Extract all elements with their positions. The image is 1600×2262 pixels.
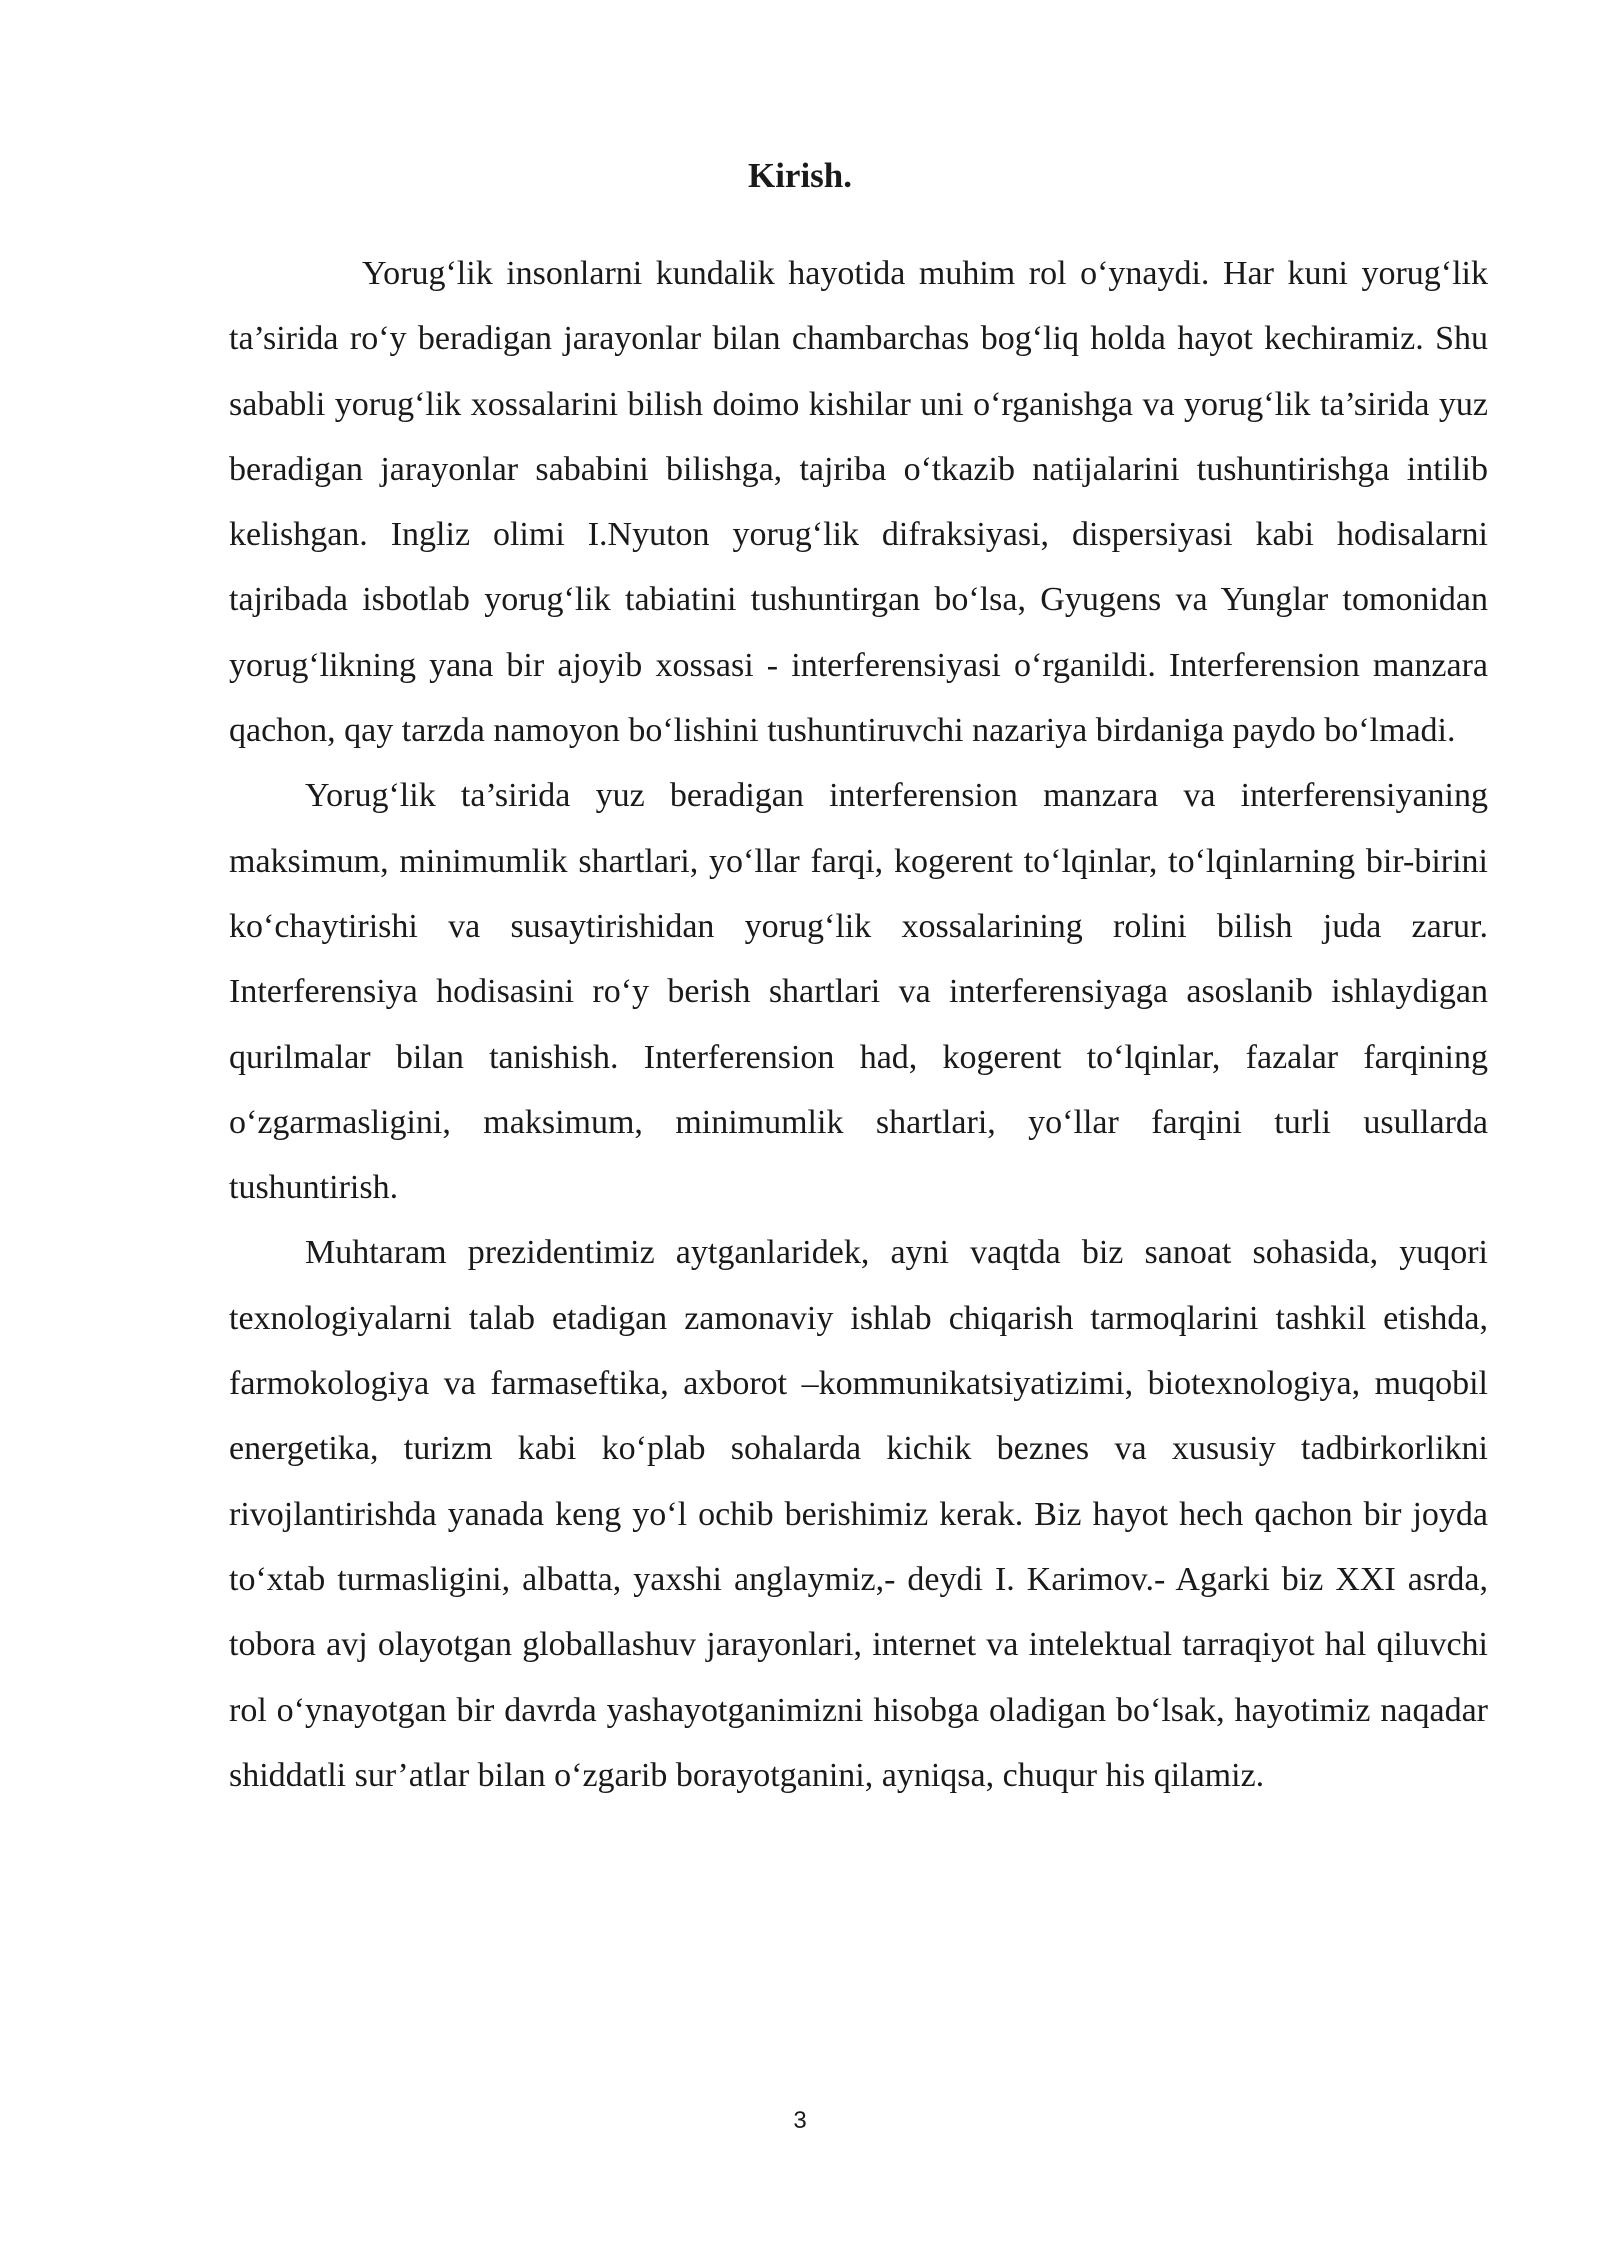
paragraph-introduction: Yorug‘lik insonlarni kundalik hayotida muhim rol o‘ynaydi. Har kuni yorug‘lik ta’sirida ro‘y beradigan jarayonlar bilan chambarchas bog‘liq holda hayot kechiramiz. Shu sababli yorug‘lik xossalarini bilish doimo kishilar uni o‘rganishga va yorug‘lik ta’sirida yuz beradigan jarayonlar sababini bilishga, tajriba o‘tkazib natijalarini tushuntirishga intilib kelishgan. Ingliz olimi I.Nyuton yorug‘lik difraksiyasi, dispersiyasi kabi hodisalarni tajribada isbotlab yorug‘lik tabiatini tushuntirgan bo‘lsa, Gyugens va Yunglar tomonidan yorug‘likning yana bir ajoyib xossasi - interferensiyasi o‘rganildi. Interferension manzara qachon, qay tarzda namoyon bo‘lishini tushuntiruvchi nazariya birdaniga paydo bo‘lmadi.	[229, 255, 1488, 750]
paragraph-president-quote: Muhtaram prezidentimiz aytganlaridek, ayni vaqtda biz sanoat sohasida, yuqori texnologiyalarni talab etadigan zamonaviy ishlab chiqarish tarmoqlarini tashkil etishda, farmokologiya va farmaseftika, axborot –kommunikatsiyatizimi, biotexnologiya, muqobil energetika, turizm kabi ko‘plab sohalarda kichik beznes va xususiy tadbirkorlikni rivojlantirishda yanada keng yo‘l ochib berishimiz kerak. Biz hayot hech qachon bir joyda to‘xtab turmasligini, albatta, yaxshi anglaymiz,- deydi I. Karimov.- Agarki biz XXI asrda, tobora avj olayotgan globallashuv jarayonlari, internet va intelektual tarraqiyot hal qiluvchi rol o‘ynayotgan bir davrda yashayotganimizni hisobga oladigan bo‘lsak, hayotimiz naqadar shiddatli sur’atlar bilan o‘zgarib borayotganini, ayniqsa, chuqur his qilamiz.	[229, 1234, 1488, 1794]
body-text	[229, 241, 1488, 1808]
page-title: Kirish.	[747, 156, 853, 195]
page-number: 3	[793, 2107, 807, 2134]
paragraph-interference: Yorug‘lik ta’sirida yuz beradigan interferension manzara va interferensiyaning maksimum, minimumlik shartlari, yo‘llar farqi, kogerent to‘lqinlar, to‘lqinlarning bir-birini ko‘chaytirishi va susaytirishidan yorug‘lik xossalarining rolini bilish juda zarur. Interferensiya hodisasini ro‘y berish shartlari va interferensiyaga asoslanib ishlaydigan qurilmalar bilan tanishish. Interferension had, kogerent to‘lqinlar, fazalar farqining o‘zgarmasligini, maksimum, minimumlik shartlari, yo‘llar farqini turli usullarda tushuntirish.	[229, 777, 1488, 1207]
